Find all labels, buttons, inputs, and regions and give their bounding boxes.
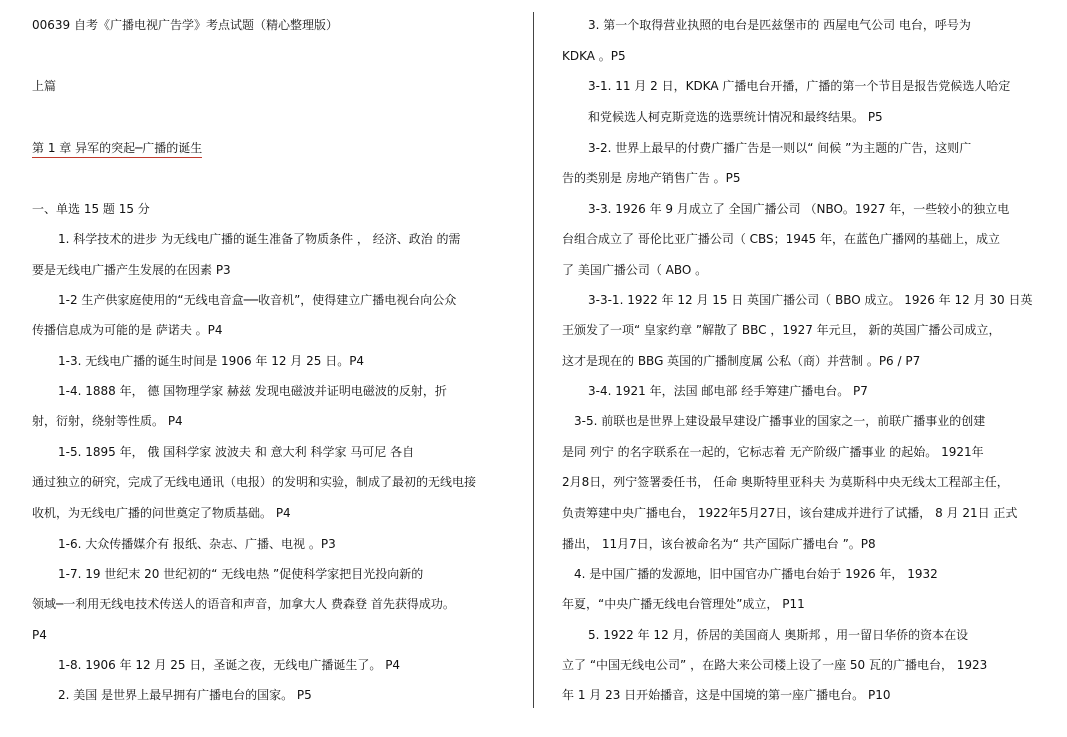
- right-text-line: 3-2. 世界上最早的付费广播广告是一则以“ 间候 ”为主题的广告，这则广: [588, 141, 972, 155]
- left-text-line: 上篇: [32, 79, 57, 93]
- left-column: [32, 0, 507, 737]
- left-text-line: 领域─一利用无线电技术传送人的语音和声音，加拿大人 费森登 首先获得成功。: [32, 597, 455, 611]
- left-text-line: 收机，为无线电广播的问世奠定了物质基础。 P4: [32, 506, 291, 520]
- right-text-line: 台组合成立了 哥伦比亚广播公司（ CBS；1945 年，在蓝色广播网的基础上，成立: [562, 232, 1001, 246]
- right-text-line: 播出， 11月7日，该台被命名为“ 共产国际广播电台 ”。P8: [562, 537, 876, 551]
- right-text-line: 年 1 月 23 日开始播音，这是中国境的第一座广播电台。 P10: [562, 688, 891, 702]
- right-text-line: 3-1. 11 月 2 日，KDKA 广播电台开播，广播的第一个节目是报告党候选人哈定: [588, 79, 1011, 93]
- left-text-line: 第 1 章 异军的突起─广播的诞生: [32, 140, 202, 158]
- right-text-line: 王颁发了一项“ 皇家约章 ”解散了 BBC ，1927 年元旦， 新的英国广播公司成立，: [562, 323, 1001, 337]
- left-text-line: 1. 科学技术的进步 为无线电广播的诞生准备了物质条件 ， 经济、政治 的需: [58, 232, 461, 246]
- right-text-line: KDKA 。P5: [562, 49, 626, 63]
- right-text-line: 4. 是中国广播的发源地，旧中国官办广播电台始于 1926 年， 1932: [574, 567, 938, 581]
- left-text-line: 要是无线电广播产生发展的在因素 P3: [32, 263, 231, 277]
- right-text-line: 2月8日，列宁签署委任书， 任命 奥斯特里亚科夫 为莫斯科中央无线太工程部主任，: [562, 475, 1009, 489]
- right-text-line: 和党候选人柯克斯竞选的选票统计情况和最终结果。 P5: [588, 110, 883, 124]
- left-text-line: 2. 美国 是世界上最早拥有广播电台的国家。 P5: [58, 688, 312, 702]
- left-text-line: 一、单选 15 题 15 分: [32, 202, 150, 216]
- right-text-line: 3-3. 1926 年 9 月成立了 全国广播公司 （NBO。1927 年，一些较小的独立电: [588, 202, 1010, 216]
- left-text-line: 1-2 生产供家庭使用的“无线电音盒──收音机”，使得建立广播电视台向公众: [58, 293, 457, 307]
- right-text-line: 告的类别是 房地产销售广告 。P5: [562, 171, 741, 185]
- left-text-line: 1-5. 1895 年， 俄 国科学家 波波夫 和 意大利 科学家 马可尼 各自: [58, 445, 415, 459]
- right-text-line: 3-4. 1921 年，法国 邮电部 经手筹建广播电台。 P7: [588, 384, 868, 398]
- right-text-line: 负责筹建中央广播电台， 1922年5月27日，该台建成并进行了试播， 8 月 21日 正式: [562, 506, 1018, 520]
- column-divider: [533, 12, 534, 708]
- left-text-line: 1-8. 1906 年 12 月 25 日，圣诞之夜，无线电广播诞生了。 P4: [58, 658, 401, 672]
- right-text-line: 年夏，“中央广播无线电台管理处”成立， P11: [562, 597, 805, 611]
- right-column: [562, 0, 1032, 737]
- left-text-line: 射，衍射，绕射等性质。 P4: [32, 414, 183, 428]
- right-text-line: 3-3-1. 1922 年 12 月 15 日 英国广播公司（ BBO 成立。 1926 年 12 月 30 日英: [588, 293, 1033, 307]
- right-text-line: 5. 1922 年 12 月，侨居的美国商人 奥斯邦 ，用一留日华侨的资本在设: [588, 628, 969, 642]
- left-text-line: 传播信息成为可能的是 萨诺夫 。P4: [32, 323, 223, 337]
- left-text-line: 通过独立的研究，完成了无线电通讯（电报）的发明和实验，制成了最初的无线电接: [32, 475, 477, 489]
- right-text-line: 这才是现在的 BBG 英国的广播制度属 公私（商）并营制 。P6 / P7: [562, 354, 921, 368]
- left-text-line: 00639 自考《广播电视广告学》考点试题（精心整理版）: [32, 18, 338, 32]
- left-text-line: 1-7. 19 世纪末 20 世纪初的“ 无线电热 ”促使科学家把目光投向新的: [58, 567, 424, 581]
- right-text-line: 了 美国广播公司（ ABO 。: [562, 263, 708, 277]
- right-text-line: 是同 列宁 的名字联系在一起的，它标志着 无产阶级广播事业 的起始。 1921年: [562, 445, 984, 459]
- left-text-line: 1-4. 1888 年， 德 国物理学家 赫兹 发现电磁波并证明电磁波的反射，折: [58, 384, 447, 398]
- right-text-line: 立了 “中国无线电公司” ，在路大来公司楼上设了一座 50 瓦的广播电台， 1923: [562, 658, 988, 672]
- left-text-line: 1-6. 大众传播媒介有 报纸、杂志、广播、电视 。P3: [58, 537, 336, 551]
- right-text-line: 3. 第一个取得营业执照的电台是匹兹堡市的 西屋电气公司 电台，呼号为: [588, 18, 971, 32]
- right-text-line: 3-5. 前联也是世界上建设最早建设广播事业的国家之一，前联广播事业的创建: [574, 414, 986, 428]
- left-text-line: 1-3. 无线电广播的诞生时间是 1906 年 12 月 25 日。P4: [58, 354, 365, 368]
- left-text-line: P4: [32, 628, 47, 642]
